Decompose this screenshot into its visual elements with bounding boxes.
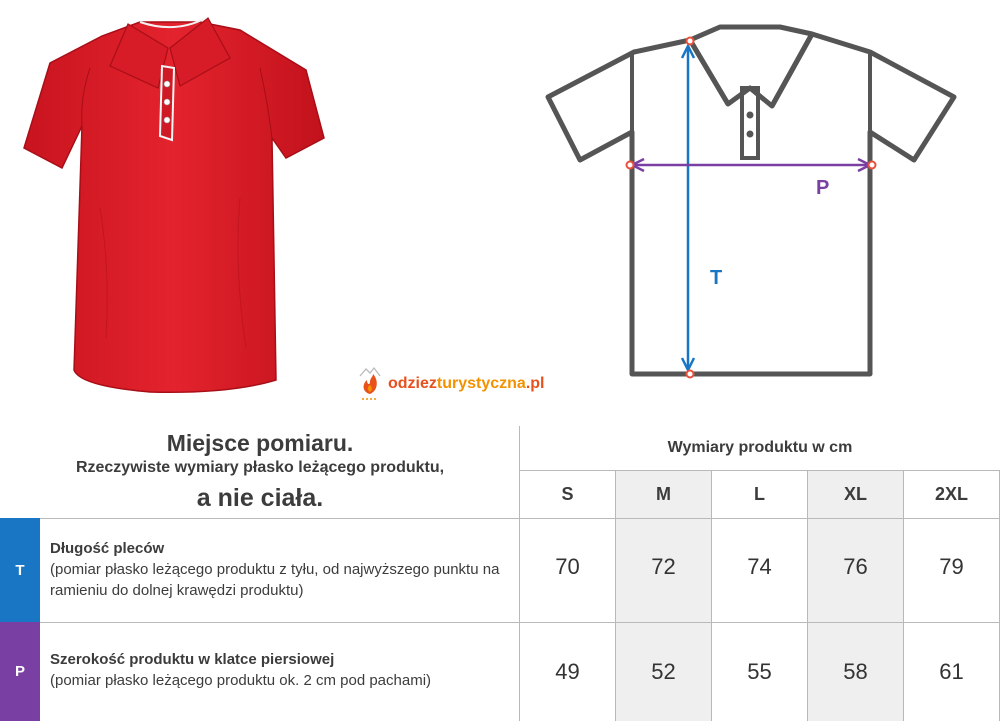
table-heading-note: a nie ciała.: [196, 484, 324, 512]
row-t-value-2xl: 79: [939, 554, 964, 579]
row-t-description: [50, 538, 518, 601]
row-letter-p: P: [0, 622, 40, 721]
red-polo-shirt-image: [10, 8, 340, 398]
logo-text-part1: odziez: [388, 375, 437, 392]
logo-text-part2: turystyczna: [436, 375, 526, 392]
row-t-value-m: 72: [651, 554, 676, 579]
row-t-value-l: 74: [747, 554, 772, 579]
row-t-value-xl: 76: [843, 554, 868, 579]
row-t-title: Długość pleców: [50, 540, 165, 557]
size-header-2xl: 2XL: [934, 484, 968, 504]
row-p-value-m: 52: [651, 659, 676, 684]
row-p-title: Szerokość produktu w klatce piersiowej: [50, 651, 335, 668]
shirt-measurement-diagram: [540, 22, 960, 382]
row-p-note: (pomiar płasko leżącego produktu ok. 2 cm pod pachami): [50, 672, 432, 689]
table-heading-subtitle: Rzeczywiste wymiary płasko leżącego produktu,: [75, 459, 445, 476]
size-header-m: M: [656, 484, 671, 504]
logo-text: [388, 375, 544, 393]
row-p-value-2xl: 61: [939, 659, 964, 684]
dimensions-title: Wymiary produktu w cm: [667, 439, 853, 456]
logo-text-part3: .pl: [525, 375, 545, 392]
mountain-fire-icon: [358, 366, 382, 402]
size-header-s: S: [561, 484, 574, 504]
table-heading-title: Miejsce pomiaru.: [166, 430, 354, 456]
diagram-label-t: T: [710, 267, 723, 289]
row-t-value-s: 70: [555, 554, 580, 579]
row-p-value-l: 55: [747, 659, 772, 684]
size-header-xl: XL: [843, 484, 867, 504]
row-p-description: [50, 649, 518, 691]
row-p-value-xl: 58: [843, 659, 868, 684]
size-table: [0, 426, 1000, 721]
size-header-l: L: [754, 484, 765, 504]
diagram-label-p: P: [816, 177, 830, 199]
row-p-value-s: 49: [555, 659, 580, 684]
shop-logo[interactable]: [358, 364, 544, 404]
row-letter-t: T: [0, 518, 40, 622]
row-t-note: (pomiar płasko leżącego produktu z tyłu, od najwyższego punktu na ramieniu do dolnej krawędzi produktu): [50, 561, 500, 599]
